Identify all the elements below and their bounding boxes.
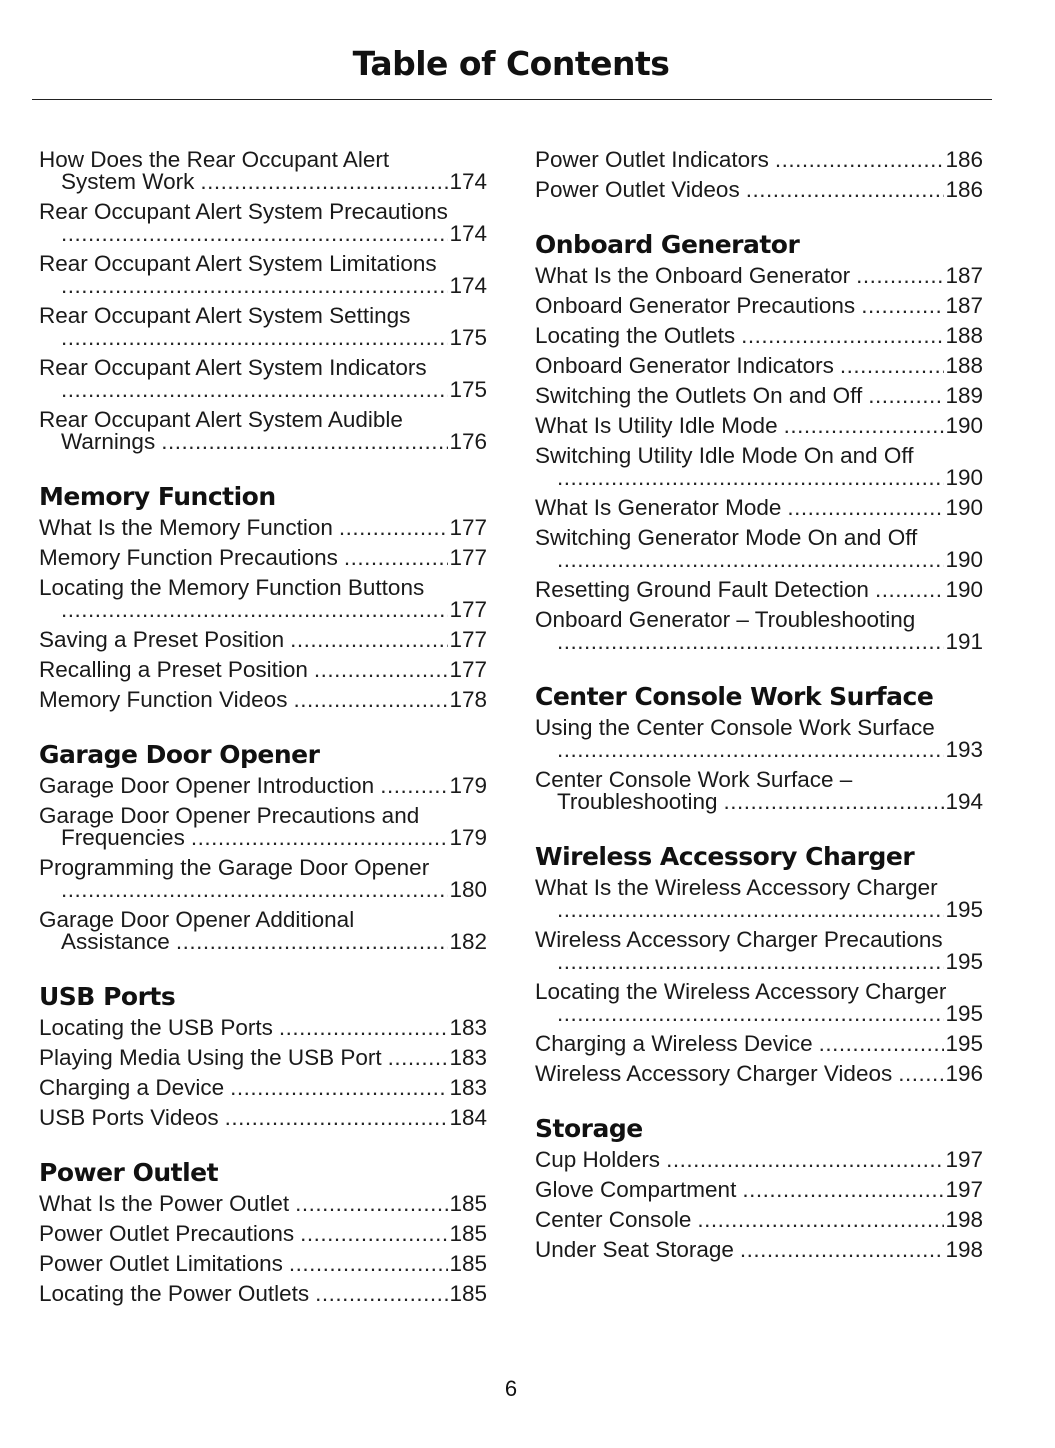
entry-page-number: 185 (449, 1281, 487, 1306)
dot-leader (61, 275, 448, 297)
toc-right-column (535, 145, 983, 1289)
section-heading: Memory Function (39, 482, 276, 511)
entry-continuation (39, 327, 487, 349)
dot-leader (819, 1033, 945, 1055)
toc-entry[interactable] (39, 573, 487, 625)
dot-leader (856, 265, 944, 287)
dot-leader (861, 295, 944, 317)
entry-page-number: 196 (945, 1061, 983, 1086)
dot-leader (61, 599, 448, 621)
entry-page-number: 194 (945, 789, 983, 814)
dot-leader (557, 899, 944, 921)
entry-page-number: 183 (449, 1075, 487, 1100)
toc-entry[interactable] (39, 771, 487, 801)
toc-entry[interactable] (39, 655, 487, 685)
entry-page-number: 195 (945, 897, 983, 922)
toc-entry[interactable] (39, 1279, 487, 1309)
toc-entry[interactable] (39, 1013, 487, 1043)
entry-page-number: 189 (945, 383, 983, 408)
page-number: 6 (504, 1376, 518, 1401)
entry-title: Power Outlet Precautions (39, 1221, 295, 1246)
dot-leader (314, 659, 449, 681)
entry-title: Switching Utility Idle Mode On and Off (535, 443, 914, 468)
dot-leader (746, 179, 945, 201)
entry-page-number: 174 (449, 221, 487, 246)
toc-entry[interactable] (535, 1059, 983, 1089)
entry-title: What Is the Onboard Generator (535, 263, 851, 288)
entry-title: What Is Generator Mode (535, 495, 782, 520)
section-heading: USB Ports (39, 982, 176, 1011)
dot-leader (279, 1017, 449, 1039)
page-title: Table of Contents (352, 44, 670, 83)
dot-leader (868, 385, 944, 407)
entry-title: Onboard Generator Precautions (535, 293, 856, 318)
entry-title-continued: Frequencies (61, 825, 185, 850)
toc-entry[interactable] (535, 1145, 983, 1175)
dot-leader (161, 431, 448, 453)
entry-page-number: 188 (945, 323, 983, 348)
entry-title: Rear Occupant Alert System Settings (39, 303, 411, 328)
toc-entry[interactable] (535, 925, 983, 977)
entry-continuation (535, 951, 983, 973)
entry-continuation (39, 431, 487, 453)
entry-title: Switching the Outlets On and Off (535, 383, 863, 408)
entry-title: Garage Door Opener Precautions and (39, 803, 420, 828)
toc-entry[interactable] (535, 605, 983, 657)
dot-leader (61, 327, 448, 349)
entry-page-number: 198 (945, 1237, 983, 1262)
entry-continuation (39, 827, 487, 849)
dot-leader (293, 689, 448, 711)
toc-entry[interactable] (39, 353, 487, 405)
entry-title: What Is the Wireless Accessory Charger (535, 875, 938, 900)
dot-leader (557, 631, 944, 653)
toc-entry[interactable] (535, 1235, 983, 1265)
entry-continuation (39, 879, 487, 901)
dot-leader (344, 547, 449, 569)
toc-entry[interactable] (535, 713, 983, 765)
toc-entry[interactable] (535, 261, 983, 291)
dot-leader (741, 325, 944, 347)
entry-title: Power Outlet Videos (535, 177, 740, 202)
entry-title: Switching Generator Mode On and Off (535, 525, 918, 550)
dot-leader (724, 791, 945, 813)
dot-leader (666, 1149, 944, 1171)
toc-section-memory-function (39, 481, 487, 715)
entry-page-number: 190 (945, 495, 983, 520)
entry-continuation (39, 379, 487, 401)
entry-continuation (535, 1003, 983, 1025)
toc-entry[interactable] (535, 381, 983, 411)
toc-entry[interactable] (39, 1219, 487, 1249)
dot-leader (61, 879, 448, 901)
entry-page-number: 180 (449, 877, 487, 902)
dot-leader (295, 1193, 448, 1215)
entry-continuation (535, 549, 983, 571)
dot-leader (557, 1003, 944, 1025)
dot-leader (742, 1179, 944, 1201)
toc-entry[interactable] (39, 905, 487, 957)
entry-title: Rear Occupant Alert System Precautions (39, 199, 448, 224)
dot-leader (61, 379, 448, 401)
entry-page-number: 175 (449, 377, 487, 402)
entry-page-number: 190 (945, 547, 983, 572)
toc-section-continued (535, 145, 983, 205)
entry-page-number: 185 (449, 1221, 487, 1246)
entry-title-continued: Warnings (61, 429, 156, 454)
toc-entry[interactable] (535, 575, 983, 605)
entry-title: USB Ports Videos (39, 1105, 219, 1130)
entry-title: Wireless Accessory Charger Precautions (535, 927, 943, 952)
dot-leader (784, 415, 945, 437)
section-heading: Center Console Work Surface (535, 682, 934, 711)
toc-section-wireless-accessory-charger (535, 841, 983, 1089)
entry-title: Saving a Preset Position (39, 627, 285, 652)
toc-entry[interactable] (535, 493, 983, 523)
entry-page-number: 183 (449, 1015, 487, 1040)
entry-page-number: 195 (945, 1031, 983, 1056)
toc-entry[interactable] (535, 351, 983, 381)
toc-entry[interactable] (39, 1043, 487, 1073)
entry-page-number: 174 (449, 273, 487, 298)
entry-page-number: 190 (945, 465, 983, 490)
toc-entry[interactable] (535, 1029, 983, 1059)
entry-title: Charging a Wireless Device (535, 1031, 813, 1056)
dot-leader (557, 467, 944, 489)
entry-continuation (39, 931, 487, 953)
entry-continuation (39, 171, 487, 193)
entry-title: What Is Utility Idle Mode (535, 413, 778, 438)
toc-entry[interactable] (535, 321, 983, 351)
entry-title: Rear Occupant Alert System Limitations (39, 251, 437, 276)
entry-title: Cup Holders (535, 1147, 661, 1172)
dot-leader (225, 1107, 449, 1129)
entry-title: Locating the Outlets (535, 323, 736, 348)
entry-title: Garage Door Opener Introduction (39, 773, 375, 798)
dot-leader (339, 517, 449, 539)
entry-page-number: 197 (945, 1147, 983, 1172)
dot-leader (176, 931, 449, 953)
toc-section-power-outlet (39, 1157, 487, 1309)
toc-entry[interactable] (39, 685, 487, 715)
toc-section-continued (39, 145, 487, 457)
entry-continuation (535, 467, 983, 489)
entry-continuation (39, 599, 487, 621)
entry-continuation (535, 739, 983, 761)
dot-leader (898, 1063, 944, 1085)
toc-entry[interactable] (535, 441, 983, 493)
section-heading: Wireless Accessory Charger (535, 842, 915, 871)
entry-page-number: 190 (945, 413, 983, 438)
entry-title: Rear Occupant Alert System Indicators (39, 355, 427, 380)
section-heading: Onboard Generator (535, 230, 800, 259)
dot-leader (315, 1283, 448, 1305)
entry-page-number: 191 (945, 629, 983, 654)
entry-page-number: 188 (945, 353, 983, 378)
dot-leader (200, 171, 448, 193)
section-heading: Power Outlet (39, 1158, 219, 1187)
entry-title: Power Outlet Limitations (39, 1251, 283, 1276)
entry-title: Recalling a Preset Position (39, 657, 308, 682)
title-divider (32, 99, 992, 100)
toc-entry[interactable] (39, 801, 487, 853)
section-heading: Storage (535, 1114, 643, 1143)
entry-title: Using the Center Console Work Surface (535, 715, 935, 740)
entry-page-number: 195 (945, 1001, 983, 1026)
toc-entry[interactable] (39, 145, 487, 197)
toc-section-onboard-generator (535, 229, 983, 657)
entry-page-number: 184 (449, 1105, 487, 1130)
entry-page-number: 175 (449, 325, 487, 350)
entry-title: What Is the Power Outlet (39, 1191, 290, 1216)
toc-entry[interactable] (39, 1249, 487, 1279)
dot-leader (697, 1209, 944, 1231)
entry-title-continued: System Work (61, 169, 195, 194)
entry-title-continued: Assistance (61, 929, 170, 954)
dot-leader (230, 1077, 448, 1099)
toc-entry[interactable] (39, 1103, 487, 1133)
entry-title: Center Console Work Surface – (535, 767, 853, 792)
dot-leader (787, 497, 944, 519)
dot-leader (557, 739, 944, 761)
dot-leader (388, 1047, 449, 1069)
entry-continuation (39, 275, 487, 297)
toc-entry[interactable] (39, 405, 487, 457)
toc-section-garage-door-opener (39, 739, 487, 957)
entry-title: Charging a Device (39, 1075, 225, 1100)
entry-page-number: 177 (449, 545, 487, 570)
toc-section-storage (535, 1113, 983, 1265)
entry-page-number: 177 (449, 597, 487, 622)
entry-page-number: 198 (945, 1207, 983, 1232)
entry-page-number: 185 (449, 1191, 487, 1216)
entry-title: Rear Occupant Alert System Audible (39, 407, 403, 432)
toc-entry[interactable] (39, 301, 487, 353)
toc-section-usb-ports (39, 981, 487, 1133)
entry-page-number: 176 (449, 429, 487, 454)
entry-page-number: 187 (945, 263, 983, 288)
dot-leader (840, 355, 945, 377)
entry-title-continued: Troubleshooting (557, 789, 718, 814)
toc-entry[interactable] (39, 543, 487, 573)
toc-entry[interactable] (535, 765, 983, 817)
toc-entry[interactable] (535, 145, 983, 175)
dot-leader (61, 223, 448, 245)
entry-continuation (535, 631, 983, 653)
dot-leader (289, 1253, 449, 1275)
entry-title: Wireless Accessory Charger Videos (535, 1061, 893, 1086)
toc-entry[interactable] (39, 853, 487, 905)
toc-entry[interactable] (535, 291, 983, 321)
toc-left-column (39, 145, 487, 1333)
dot-leader (775, 149, 945, 171)
entry-title: Center Console (535, 1207, 692, 1232)
toc-entry[interactable] (535, 1205, 983, 1235)
entry-page-number: 177 (449, 515, 487, 540)
dot-leader (300, 1223, 448, 1245)
dot-leader (557, 549, 944, 571)
entry-page-number: 177 (449, 657, 487, 682)
entry-page-number: 186 (945, 147, 983, 172)
toc-entry[interactable] (535, 411, 983, 441)
entry-page-number: 187 (945, 293, 983, 318)
entry-page-number: 174 (449, 169, 487, 194)
entry-page-number: 182 (449, 929, 487, 954)
toc-entry[interactable] (39, 513, 487, 543)
entry-title: Glove Compartment (535, 1177, 737, 1202)
entry-title: Power Outlet Indicators (535, 147, 769, 172)
entry-continuation (535, 791, 983, 813)
entry-page-number: 183 (449, 1045, 487, 1070)
toc-entry[interactable] (39, 1073, 487, 1103)
entry-continuation (535, 899, 983, 921)
entry-title: Garage Door Opener Additional (39, 907, 355, 932)
toc-entry[interactable] (535, 1175, 983, 1205)
entry-title: Playing Media Using the USB Port (39, 1045, 382, 1070)
entry-title: Locating the Wireless Accessory Charger (535, 979, 947, 1004)
toc-entry[interactable] (39, 197, 487, 249)
entry-title: Resetting Ground Fault Detection (535, 577, 869, 602)
entry-continuation (39, 223, 487, 245)
entry-page-number: 177 (449, 627, 487, 652)
dot-leader (191, 827, 449, 849)
dot-leader (875, 579, 945, 601)
toc-entry[interactable] (535, 175, 983, 205)
entry-page-number: 179 (449, 825, 487, 850)
dot-leader (740, 1239, 945, 1261)
entry-title: Programming the Garage Door Opener (39, 855, 430, 880)
dot-leader (557, 951, 944, 973)
entry-page-number: 178 (449, 687, 487, 712)
toc-entry[interactable] (39, 249, 487, 301)
toc-entry[interactable] (39, 1189, 487, 1219)
entry-title: Memory Function Precautions (39, 545, 338, 570)
entry-title: Locating the USB Ports (39, 1015, 273, 1040)
entry-title: Locating the Memory Function Buttons (39, 575, 425, 600)
entry-page-number: 186 (945, 177, 983, 202)
toc-entry[interactable] (39, 625, 487, 655)
entry-page-number: 185 (449, 1251, 487, 1276)
entry-page-number: 179 (449, 773, 487, 798)
entry-title: Onboard Generator Indicators (535, 353, 834, 378)
entry-title: Onboard Generator – Troubleshooting (535, 607, 916, 632)
entry-title: Under Seat Storage (535, 1237, 734, 1262)
dot-leader (380, 775, 448, 797)
toc-section-center-console-work-surface (535, 681, 983, 817)
entry-title: How Does the Rear Occupant Alert (39, 147, 390, 172)
entry-page-number: 195 (945, 949, 983, 974)
entry-title: Memory Function Videos (39, 687, 288, 712)
entry-page-number: 190 (945, 577, 983, 602)
entry-title: Locating the Power Outlets (39, 1281, 310, 1306)
toc-entry[interactable] (535, 523, 983, 575)
entry-page-number: 193 (945, 737, 983, 762)
section-heading: Garage Door Opener (39, 740, 320, 769)
entry-page-number: 197 (945, 1177, 983, 1202)
toc-entry[interactable] (535, 873, 983, 925)
toc-entry[interactable] (535, 977, 983, 1029)
entry-title: What Is the Memory Function (39, 515, 333, 540)
dot-leader (290, 629, 448, 651)
